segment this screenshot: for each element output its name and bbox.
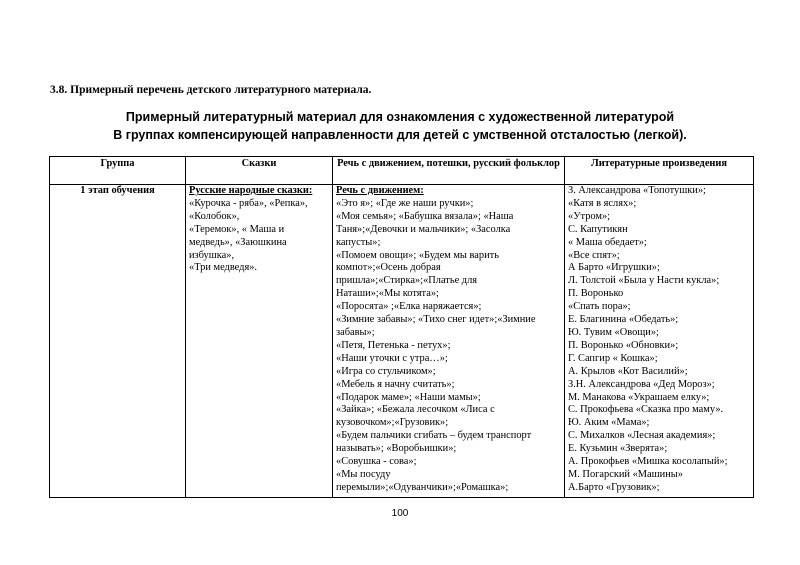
fairy-tales-heading: Русские народные сказки: (189, 185, 313, 196)
list-item: «Три медведя». (189, 262, 258, 274)
list-item: С. Капутикян (568, 223, 628, 235)
list-item: «Теремок», « Маша и (189, 223, 285, 235)
list-item: «Катя в яслях»; (568, 197, 637, 209)
list-item: «Мы посуду (336, 468, 391, 480)
list-item: «Курочка - ряба», «Репка», (189, 197, 308, 209)
literature-table (49, 156, 754, 498)
list-item: А.Барто «Грузовик»; (568, 481, 660, 493)
list-item: А Барто «Игрушки»; (568, 262, 660, 274)
header-group: Группа (50, 157, 186, 185)
list-item: «Утром»; (568, 210, 611, 222)
page-number: 100 (391, 508, 409, 519)
list-item: Г. Сапгир « Кошка»; (568, 352, 658, 364)
table-row (50, 185, 754, 498)
literature-cell (565, 185, 754, 498)
list-item: перемыли»;«Одуванчики»;«Ромашка»; (336, 481, 509, 493)
header-fairy-tales: Сказки (186, 157, 333, 185)
list-item: медведь», «Заюшкина (189, 236, 287, 248)
list-item: «Моя семья»; «Бабушка вязала»; «Наша (336, 210, 514, 222)
list-item: называть»; «Воробьишки»; (336, 443, 457, 455)
list-item: Е. Кузьмин «Зверята»; (568, 443, 668, 455)
list-item: «Наши уточки с утра…»; (336, 352, 448, 364)
speech-list (336, 198, 561, 495)
list-item: С. Михалков «Лесная академия»; (568, 430, 716, 442)
list-item: З. Александрова «Топотушки»; (568, 185, 706, 196)
list-item: забавы»; (336, 326, 375, 338)
list-item: М. Манакова «Украшаем елку»; (568, 391, 710, 403)
table-header-row (50, 157, 754, 185)
stage-label: 1 этап обучения (80, 185, 155, 196)
speech-heading: Речь с движением: (336, 185, 424, 196)
speech-cell (333, 185, 565, 498)
list-item: «Помоем овощи»; «Будем мы варить (336, 249, 499, 261)
list-item: «Зайка»; «Бежала лесочком «Лиса с (336, 404, 495, 416)
list-item: А. Прокофьев «Мишка косолапый»; (568, 456, 728, 468)
list-item: «Зимние забавы»; «Тихо снег идет»;«Зимние (336, 314, 536, 326)
header-speech-folklore: Речь с движением, потешки, русский фольклор (333, 157, 565, 185)
list-item: Таня»;«Девочки и мальчики»; «Засолка (336, 223, 511, 235)
list-item: З.Н. Александрова «Дед Мороз»; (568, 378, 715, 390)
list-item: «Будем пальчики сгибать – будем транспорт (336, 430, 532, 442)
list-item: избушка», (189, 249, 235, 261)
list-item: Ю. Аким «Мама»; (568, 417, 650, 429)
list-item: капусты»; (336, 236, 381, 248)
stage-cell (50, 185, 186, 498)
list-item: Л. Толстой «Была у Насти кукла»; (568, 275, 720, 287)
fairy-tales-list (189, 198, 329, 275)
list-item: «Петя, Петенька - петух»; (336, 339, 451, 351)
list-item: «Совушка - сова»; (336, 456, 417, 468)
list-item: С. Прокофьева «Сказка про маму». (568, 404, 724, 416)
list-item: «Колобок», (189, 210, 240, 222)
list-item: «Мебель я начну считать»; (336, 378, 455, 390)
list-item: кузовочком»;«Грузовик»; (336, 417, 449, 429)
section-heading: 3.8. Примерный перечень детского литературного материала. (50, 84, 372, 96)
header-literature: Литературные произведения (565, 157, 754, 185)
list-item: «Поросята» ;«Елка наряжается»; (336, 301, 482, 313)
list-item: П. Воронько (568, 288, 624, 300)
list-item: пришла»;«Стирка»;«Платье для (336, 275, 478, 287)
list-item: «Подарок маме»; «Наши мамы»; (336, 391, 481, 403)
list-item: компот»;«Осень добрая (336, 262, 441, 274)
list-item: Е. Благинина «Обедать»; (568, 314, 679, 326)
list-item: « Маша обедает»; (568, 236, 647, 248)
list-item: М. Погарский «Машины» (568, 468, 683, 480)
list-item: «Это я»; «Где же наши ручки»; (336, 197, 474, 209)
document-title-line-2: В группах компенсирующей направленности для детей с умственной отсталостью (легкой). (113, 128, 687, 142)
list-item: Наташи»;«Мы котята»; (336, 288, 439, 300)
list-item: «Спать пора»; (568, 301, 631, 313)
list-item: «Игра со стульчиком»; (336, 365, 436, 377)
list-item: Ю. Тувим «Овощи»; (568, 326, 659, 338)
list-item: «Все спят»; (568, 249, 620, 261)
literature-list (568, 185, 750, 495)
list-item: П. Воронько «Обновки»; (568, 339, 679, 351)
list-item: А. Крылов «Кот Василий»; (568, 365, 688, 377)
document-title-line-1: Примерный литературный материал для ознакомления с художественной литературой (125, 110, 675, 124)
fairy-tales-cell (186, 185, 333, 498)
